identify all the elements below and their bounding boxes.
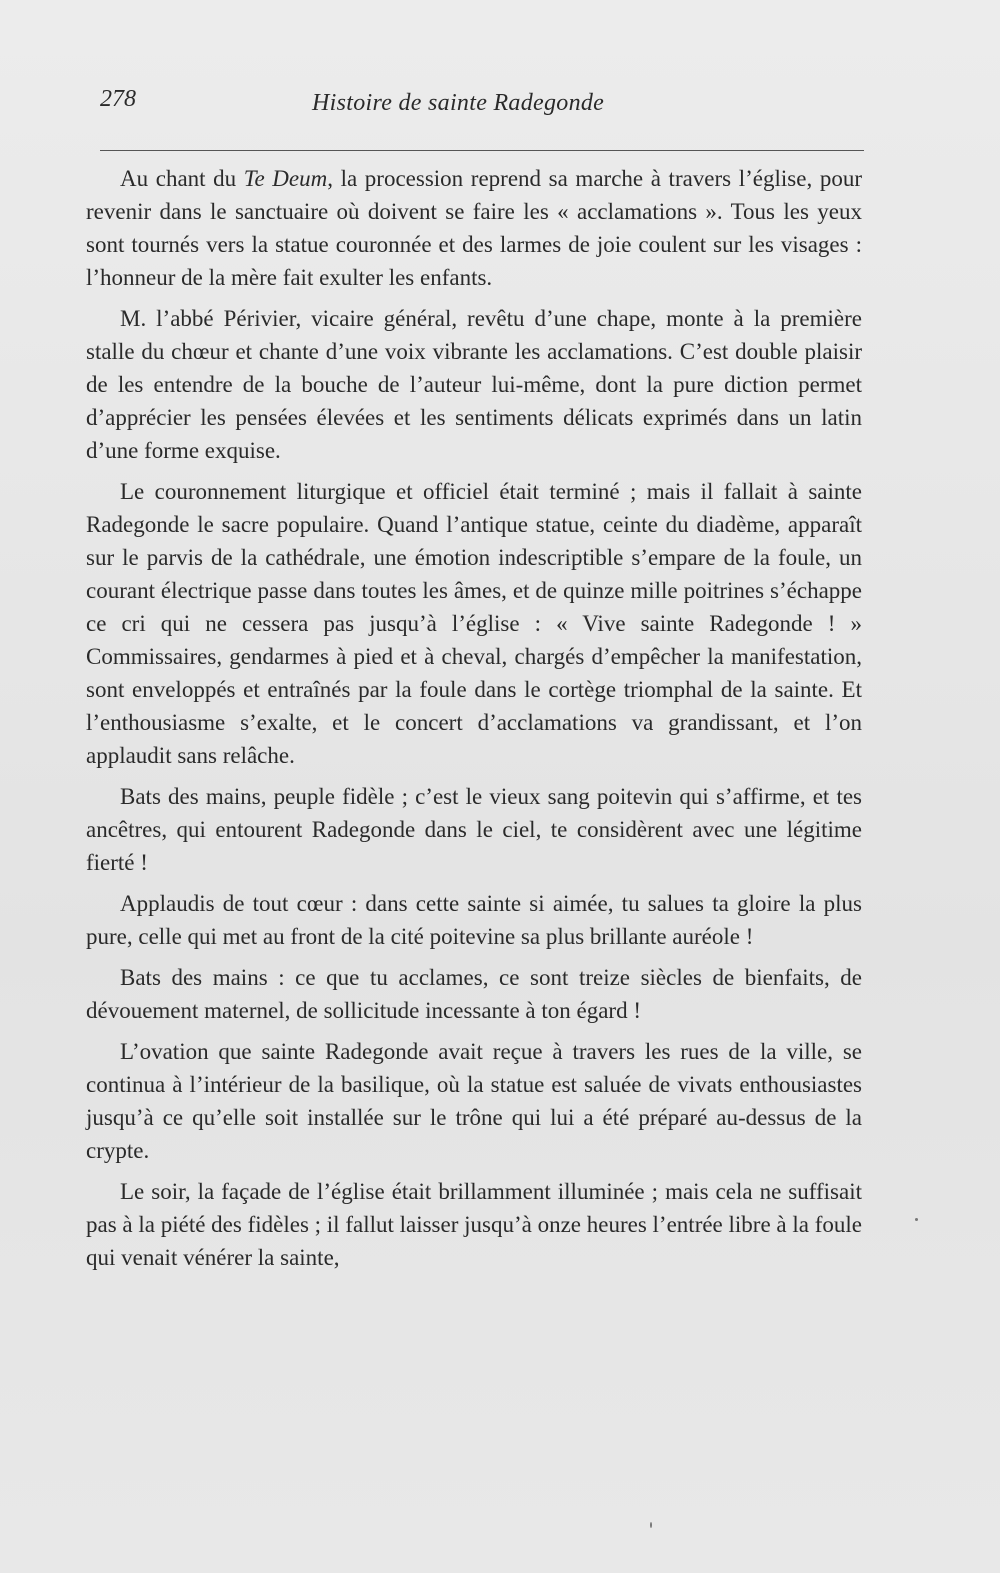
paragraph [86,780,862,879]
paragraph [86,162,862,294]
text-run: , la procession reprend sa marche à travers l’église, pour revenir dans le sanctuaire où doivent se faire les « acclamations ». Tous les yeux sont tournés vers la statue couronnée et des larmes de joie coulent sur les visages : l’honneur de la mère fait exulter les enfants. [86,166,862,290]
text-run: L’ovation que sainte Radegonde avait reçue à travers les rues de la ville, se continua à l’intérieur de la basilique, où la statue est saluée de vivats enthousiastes jusqu’à ce qu’elle soit installée sur le trône qui lui a été préparé au-dessus de la crypte. [86,1039,862,1163]
paragraph [86,302,862,467]
text-run: Bats des mains : ce que tu acclames, ce sont treize siècles de bienfaits, de dévouement maternel, de sollicitude incessante à ton égard ! [86,965,862,1023]
paper-speck [915,1218,918,1221]
header-rule [100,150,864,151]
paragraph [86,961,862,1027]
running-head [100,86,864,126]
italic-text: Te Deum [243,166,328,191]
text-run: Le couronnement liturgique et officiel était terminé ; mais il fallait à sainte Radegonde le sacre populaire. Quand l’antique statue, ceinte du diadème, apparaît sur le parvis de la cathédrale, une émotion indescriptible s’empare de la foule, un courant électrique passe dans toutes les âmes, et de quinze mille poitrines s’échappe ce cri qui ne cessera pas jusqu’à l’église : « Vive sainte Radegonde ! » Commissaires, gendarmes à pied et à cheval, chargés d’empêcher la manifestation, sont enveloppés et entraînés par la foule dans le cortège triomphal de la sainte. Et l’enthousiasme s’exalte, et le concert d’acclamations va grandissant, et l’on applaudit sans relâche. [86,479,862,768]
text-run: Le soir, la façade de l’église était brillamment illuminée ; mais cela ne suffisait pas à la piété des fidèles ; il fallut laisser jusqu’à onze heures l’entrée libre à la foule qui venait vénérer la sainte, [86,1179,862,1270]
paragraph [86,475,862,772]
paragraph [86,1035,862,1167]
text-run: Bats des mains, peuple fidèle ; c’est le vieux sang poitevin qui s’affirme, et tes ancêtres, qui entourent Radegonde dans le ciel, te considèrent avec une légitime fierté ! [86,784,862,875]
paragraph [86,887,862,953]
text-run: Au chant du [120,166,244,191]
text-run: M. l’abbé Périvier, vicaire général, revêtu d’une chape, monte à la première stalle du chœur et chante d’une voix vibrante les acclamations. C’est double plaisir de les entendre de la bouche de l’auteur lui-même, dont la pure diction permet d’apprécier les pensées élevées et les sentiments délicats exprimés dans un latin d’une forme exquise. [86,306,862,463]
body-text [86,162,862,1274]
paragraph [86,1175,862,1274]
running-title: Histoire de sainte Radegonde [312,90,605,116]
text-run: Applaudis de tout cœur : dans cette sainte si aimée, tu salues ta gloire la plus pure, celle qui met au front de la cité poitevine sa plus brillante auréole ! [86,891,862,949]
paper-speck [650,1522,652,1528]
page-number: 278 [100,86,136,112]
